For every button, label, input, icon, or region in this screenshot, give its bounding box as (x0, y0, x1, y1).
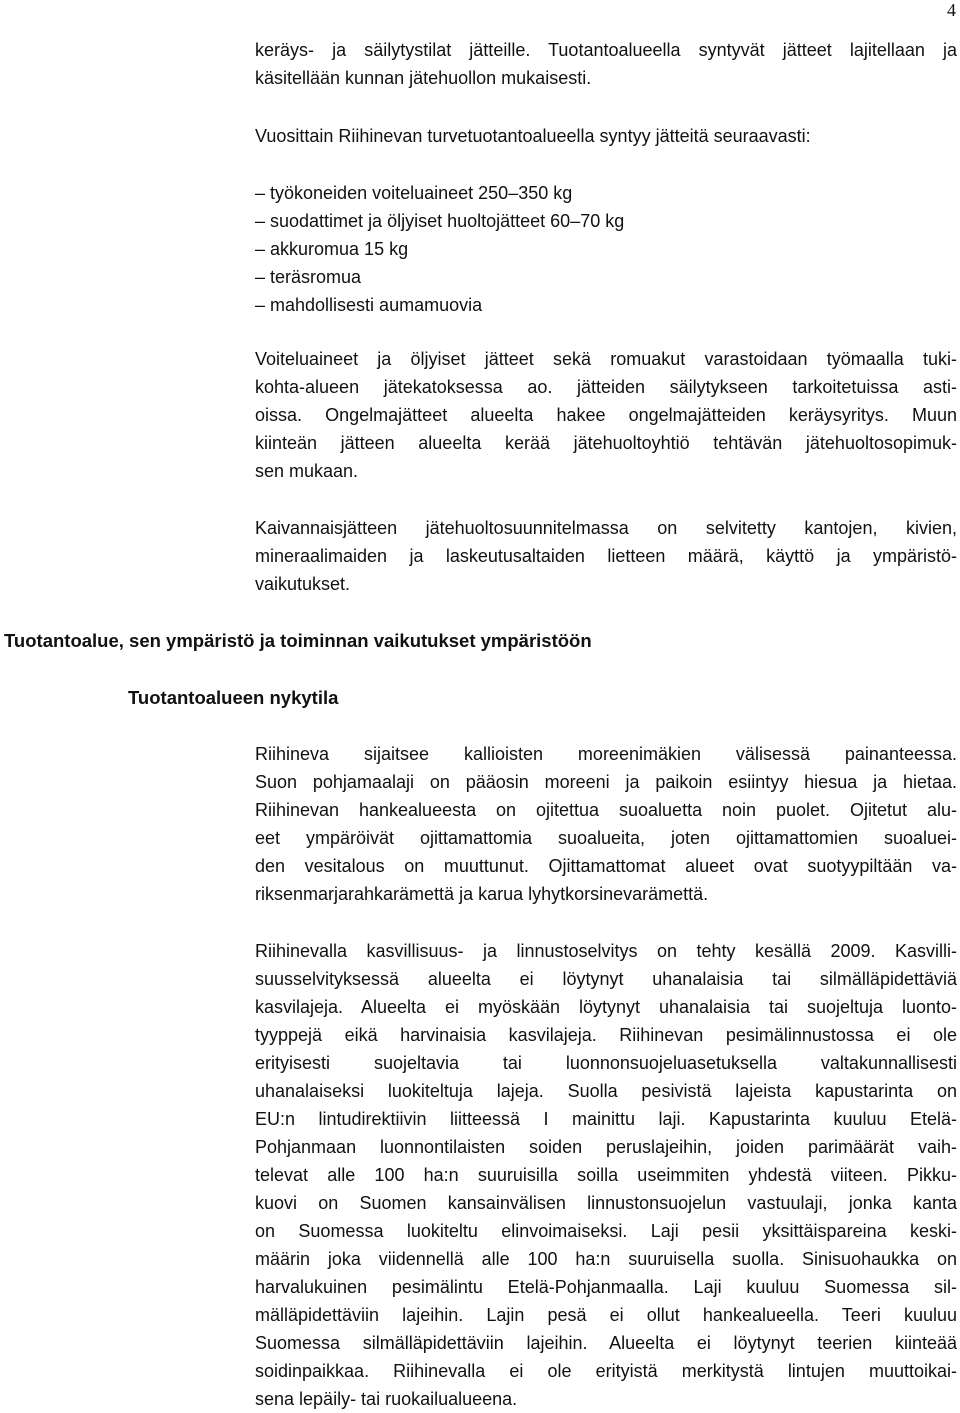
text-line: televat alle 100 ha:n suuruisilla soilla useimmiten yhdestä viiteen. Pikku- (255, 1165, 957, 1185)
list-item: – työkoneiden voiteluaineet 250–350 kg (255, 183, 573, 203)
text-line: vaikutukset. (255, 574, 351, 594)
text-line: Riihinevalla kasvillisuus- ja linnustoselvitys on tehty kesällä 2009. Kasvilli- (255, 941, 957, 961)
section-heading: Tuotantoalue, sen ympäristö ja toiminnan vaikutukset ympäristöön (4, 630, 592, 651)
text-line: mälläpidettäviin lajeihin. Lajin pesä ei ollut hankealueella. Teeri kuuluu (255, 1305, 957, 1325)
list-item: – mahdollisesti aumamuovia (255, 295, 483, 315)
text-line: kasvilajeja. Alueelta ei myöskään löytynyt uhanalaisia tai suojeltuja luonto- (255, 997, 957, 1017)
text-line: sena lepäily- tai ruokailualueena. (255, 1389, 518, 1409)
list-item: – akkuromua 15 kg (255, 239, 409, 259)
text-line: Suon pohjamaalaji on pääosin moreeni ja paikoin esiintyy hiesua ja hietaa. (255, 772, 957, 792)
text-line: Suomessa silmälläpidettäviin lajeihin. Alueelta ei löytynyt teerien kiinteää (255, 1333, 957, 1353)
text-line: riksenmarjarahkarämettä ja karua lyhytkorsinevarämettä. (255, 884, 709, 904)
text-line: eet ympäröivät ojittamattomia suoalueita, joten ojittamattomien suoaluei- (255, 828, 957, 848)
text-line: on Suomessa luokiteltu elinvoimaiseksi. Laji pesii yksittäispareina keski- (255, 1221, 957, 1241)
text-line: den vesitalous on muuttunut. Ojittamattomat alueet ovat suotyypiltään va- (255, 856, 957, 876)
text-line: tyyppejä eikä harvinaisia kasvilajeja. Riihinevan pesimälinnustossa ei ole (255, 1025, 957, 1045)
text-line: oissa. Ongelmajätteet alueelta hakee ongelmajätteiden keräysyritys. Muun (255, 405, 957, 425)
text-line: uhanalaiseksi luokiteltuja lajeja. Suolla pesivistä lajeista kapustarinta on (255, 1081, 957, 1101)
text-line: Riihineva sijaitsee kallioisten moreenimäkien välisessä painanteessa. (255, 744, 957, 764)
text-line: harvalukuinen pesimälintu Etelä-Pohjanmaalla. Laji kuuluu Suomessa sil- (255, 1277, 957, 1297)
text-line: määrin joka viidennellä alle 100 ha:n suuruisella suolla. Sinisuohaukka on (255, 1249, 957, 1269)
page-number: 4 (947, 0, 956, 20)
text-line: Riihinevan hankealueesta on ojitettua suoaluetta noin puolet. Ojitetut alu- (255, 800, 957, 820)
text-line: kohta-alueen jätekatoksessa ao. jätteiden säilytykseen tarkoitetuissa asti- (255, 377, 957, 397)
text-line: keräys- ja säilytystilat jätteille. Tuotantoalueella syntyvät jätteet lajitellaan ja (255, 40, 957, 60)
text-line: kiinteän jätteen alueelta kerää jätehuoltoyhtiö tehtävän jätehuoltosopimuk- (255, 433, 957, 453)
list-item: – teräsromua (255, 267, 362, 287)
text-line: EU:n lintudirektiivin liitteessä I mainittu laji. Kapustarinta kuuluu Etelä- (255, 1109, 957, 1129)
text-line: kuovi on Suomen kansainvälisen linnustonsuojelun vastuulaji, jonka kanta (255, 1193, 957, 1213)
text-line: soidinpaikkaa. Riihinevalla ei ole erityistä merkitystä lintujen muuttoikai- (255, 1361, 957, 1381)
text-line: Pohjanmaan luonnontilaisten soiden peruslajeihin, joiden parimäärät vaih- (255, 1137, 957, 1157)
text-line: erityisesti suojeltavia tai luonnonsuojeluasetuksella valtakunnallisesti (255, 1053, 957, 1073)
text-line: suusselvityksessä alueelta ei löytynyt uhanalaisia tai silmälläpidettäviä (255, 969, 957, 989)
subsection-heading: Tuotantoalueen nykytila (128, 687, 339, 708)
text-line: mineraalimaiden ja laskeutusaltaiden lietteen määrä, käyttö ja ympäristö- (255, 546, 957, 566)
text-line: käsitellään kunnan jätehuollon mukaisesti. (255, 68, 592, 88)
text-line: Kaivannaisjätteen jätehuoltosuunnitelmassa on selvitetty kantojen, kivien, (255, 518, 957, 538)
text-line: sen mukaan. (255, 461, 359, 481)
text-line: Voiteluaineet ja öljyiset jätteet sekä romuakut varastoidaan työmaalla tuki- (255, 349, 957, 369)
intro-line: Vuosittain Riihinevan turvetuotantoalueella syntyy jätteitä seuraavasti: (255, 126, 811, 146)
list-item: – suodattimet ja öljyiset huoltojätteet 60–70 kg (255, 211, 625, 231)
